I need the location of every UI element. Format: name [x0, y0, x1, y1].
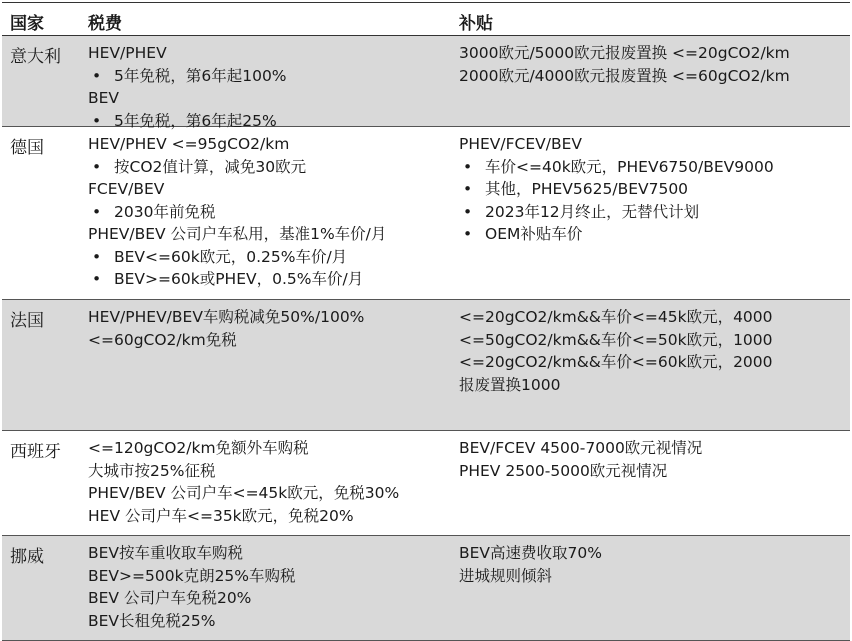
- table-header: [2, 2, 850, 36]
- line-text: HEV 公司户车<=35k欧元，免税20%: [88, 506, 354, 525]
- line-text: BEV高速费收取70%: [459, 544, 602, 562]
- line-text: 车价<=40k欧元，PHEV6750/BEV9000: [485, 157, 774, 176]
- table-row-norway: [2, 536, 850, 641]
- bullet-line: [88, 65, 287, 88]
- bullet-line: [459, 178, 774, 201]
- line-text: HEV/PHEV/BEV车购税减免50%/100%: [88, 308, 365, 326]
- text-line: [459, 437, 702, 460]
- country-cell: 挪威: [10, 547, 44, 567]
- text-line: [88, 178, 386, 201]
- text-line: [459, 329, 773, 352]
- line-text: 进城规则倾斜: [459, 566, 553, 585]
- text-line: [459, 65, 790, 88]
- line-text: 5年免税，第6年起25%: [114, 111, 277, 130]
- subsidy-cell: [459, 133, 774, 246]
- line-text: <=50gCO2/km&&车价<=50k欧元，1000: [459, 330, 773, 349]
- line-text: BEV<=60k欧元，0.25%车价/月: [114, 247, 348, 266]
- text-line: [459, 460, 702, 483]
- text-line: [88, 42, 287, 65]
- line-text: 5年免税，第6年起100%: [114, 66, 287, 85]
- table-row-spain: [2, 431, 850, 536]
- subsidy-cell: [459, 42, 790, 87]
- line-text: 其他，PHEV5625/BEV7500: [485, 180, 689, 198]
- bullet-line: [459, 156, 774, 179]
- text-line: [459, 565, 602, 588]
- line-text: 大城市按25%征税: [88, 461, 216, 480]
- line-text: <=20gCO2/km&&车价<=45k欧元，4000: [459, 308, 773, 326]
- bullet-icon: •: [92, 270, 102, 288]
- table-row-germany: [2, 127, 850, 300]
- text-line: [88, 87, 287, 110]
- text-line: [88, 460, 399, 483]
- subsidy-cell: [459, 437, 702, 482]
- line-text: 2023年12月终止，无替代计划: [485, 202, 700, 221]
- bullet-icon: •: [92, 247, 102, 266]
- bullet-line: [88, 268, 386, 291]
- line-text: FCEV/BEV: [88, 180, 165, 198]
- table-row-italy: [2, 36, 850, 130]
- header-subsidy: 补贴: [459, 14, 493, 34]
- country-cell: 法国: [10, 311, 44, 331]
- tax-cell: [88, 42, 287, 132]
- country-cell: 德国: [10, 138, 44, 158]
- tax-cell: [88, 542, 296, 632]
- line-text: BEV长租免税25%: [88, 611, 216, 630]
- tax-cell: [88, 133, 386, 291]
- subsidy-cell: [459, 542, 602, 587]
- line-text: <=20gCO2/km&&车价<=60k欧元，2000: [459, 353, 773, 371]
- text-line: [88, 610, 296, 633]
- subsidy-cell: [459, 306, 773, 396]
- text-line: [88, 587, 296, 610]
- line-text: PHEV/BEV 公司户车私用，基准1%车价/月: [88, 225, 387, 243]
- line-text: 2030年前免税: [114, 202, 216, 221]
- line-text: BEV 公司户车免税20%: [88, 589, 252, 607]
- text-line: [459, 542, 602, 565]
- line-text: PHEV/FCEV/BEV: [459, 135, 583, 153]
- line-text: BEV: [88, 89, 120, 107]
- header-country: 国家: [10, 14, 44, 34]
- line-text: <=60gCO2/km免税: [88, 330, 237, 349]
- bullet-icon: •: [92, 111, 102, 130]
- line-text: 3000欧元/5000欧元报废置换 <=20gCO2/km: [459, 44, 790, 62]
- bullet-icon: •: [463, 225, 473, 243]
- line-text: BEV>=60k或PHEV，0.5%车价/月: [114, 270, 364, 288]
- line-text: 报废置换1000: [459, 375, 561, 394]
- text-line: [88, 542, 296, 565]
- bullet-icon: •: [463, 180, 473, 198]
- text-line: [459, 306, 773, 329]
- text-line: [459, 133, 774, 156]
- tax-cell: [88, 306, 364, 351]
- line-text: PHEV/BEV 公司户车<=45k欧元，免税30%: [88, 484, 400, 502]
- country-cell: 意大利: [10, 47, 61, 67]
- line-text: OEM补贴车价: [485, 225, 583, 243]
- bullet-line: [88, 246, 386, 269]
- line-text: PHEV 2500-5000欧元视情况: [459, 461, 668, 480]
- text-line: [459, 351, 773, 374]
- line-text: <=120gCO2/km免额外车购税: [88, 439, 309, 457]
- bullet-icon: •: [92, 157, 102, 176]
- line-text: HEV/PHEV: [88, 44, 167, 62]
- bullet-icon: •: [92, 202, 102, 221]
- policy-table: [2, 2, 850, 641]
- text-line: [88, 329, 364, 352]
- text-line: [459, 42, 790, 65]
- bullet-icon: •: [463, 202, 473, 221]
- bullet-line: [459, 201, 774, 224]
- table-row-france: [2, 300, 850, 431]
- text-line: [459, 374, 773, 397]
- text-line: [88, 306, 364, 329]
- text-line: [88, 482, 399, 505]
- line-text: 按CO2值计算，减免30欧元: [114, 157, 307, 176]
- text-line: [88, 133, 386, 156]
- text-line: [88, 437, 399, 460]
- bullet-icon: •: [463, 157, 473, 176]
- text-line: [88, 505, 399, 528]
- tax-cell: [88, 437, 399, 527]
- country-cell: 西班牙: [10, 442, 61, 462]
- line-text: BEV/FCEV 4500-7000欧元视情况: [459, 439, 703, 457]
- text-line: [88, 565, 296, 588]
- text-line: [88, 223, 386, 246]
- bullet-line: [88, 156, 386, 179]
- bullet-line: [88, 201, 386, 224]
- line-text: BEV按车重收取车购税: [88, 544, 244, 562]
- bullet-line: [459, 223, 774, 246]
- header-tax: 税费: [88, 14, 122, 34]
- line-text: HEV/PHEV <=95gCO2/km: [88, 135, 290, 153]
- line-text: BEV>=500k克朗25%车购税: [88, 566, 296, 585]
- bullet-icon: •: [92, 66, 102, 85]
- table-body: [2, 36, 850, 641]
- line-text: 2000欧元/4000欧元报废置换 <=60gCO2/km: [459, 66, 790, 85]
